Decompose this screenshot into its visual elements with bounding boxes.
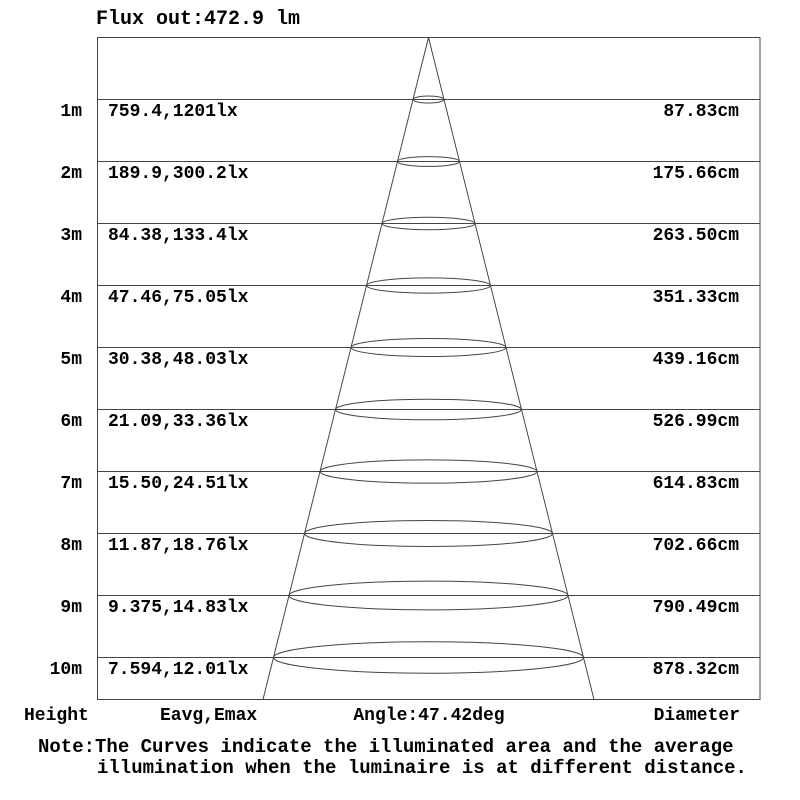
footer-beam-angle-label: Angle:47.42deg: [353, 706, 505, 726]
height-label: 2m: [60, 163, 82, 184]
eavg-emax-value: 30.38,48.03lx: [108, 349, 249, 370]
footer-height-label: Height: [24, 706, 89, 726]
note-text-line-1: Note:The Curves indicate the illuminated area and the average: [38, 736, 734, 758]
note-text-line-2: illumination when the luminaire is at different distance.: [97, 757, 747, 779]
height-label: 4m: [60, 287, 82, 308]
height-label: 7m: [60, 473, 82, 494]
chart-title: Flux out:472.9 lm: [96, 8, 301, 31]
eavg-emax-value: 9.375,14.83lx: [108, 597, 249, 618]
eavg-emax-value: 84.38,133.4lx: [108, 225, 249, 246]
cone-right-edge: [429, 38, 595, 700]
diameter-value: 87.83cm: [663, 101, 739, 122]
diameter-value: 702.66cm: [652, 535, 739, 556]
eavg-emax-value: 7.594,12.01lx: [108, 659, 249, 680]
eavg-emax-value: 189.9,300.2lx: [108, 163, 249, 184]
diameter-value: 263.50cm: [652, 225, 739, 246]
eavg-emax-value: 21.09,33.36lx: [108, 411, 249, 432]
eavg-emax-value: 759.4,1201lx: [108, 101, 238, 122]
diameter-value: 790.49cm: [652, 597, 739, 618]
diameter-value: 614.83cm: [652, 473, 739, 494]
eavg-emax-value: 15.50,24.51lx: [108, 473, 249, 494]
height-label: 6m: [60, 411, 82, 432]
height-label: 10m: [49, 659, 82, 680]
diameter-value: 878.32cm: [652, 659, 739, 680]
height-label: 9m: [60, 597, 82, 618]
footer-eavg-emax-label: Eavg,Emax: [160, 706, 258, 726]
diameter-value: 526.99cm: [652, 411, 739, 432]
height-label: 3m: [60, 225, 82, 246]
eavg-emax-value: 11.87,18.76lx: [108, 535, 249, 556]
footer-diameter-label: Diameter: [653, 706, 740, 726]
diameter-value: 439.16cm: [652, 349, 739, 370]
cone-left-edge: [263, 38, 429, 700]
eavg-emax-value: 47.46,75.05lx: [108, 287, 249, 308]
height-label: 8m: [60, 535, 82, 556]
height-label: 5m: [60, 349, 82, 370]
height-label: 1m: [60, 101, 82, 122]
diameter-value: 175.66cm: [652, 163, 739, 184]
diameter-value: 351.33cm: [652, 287, 739, 308]
